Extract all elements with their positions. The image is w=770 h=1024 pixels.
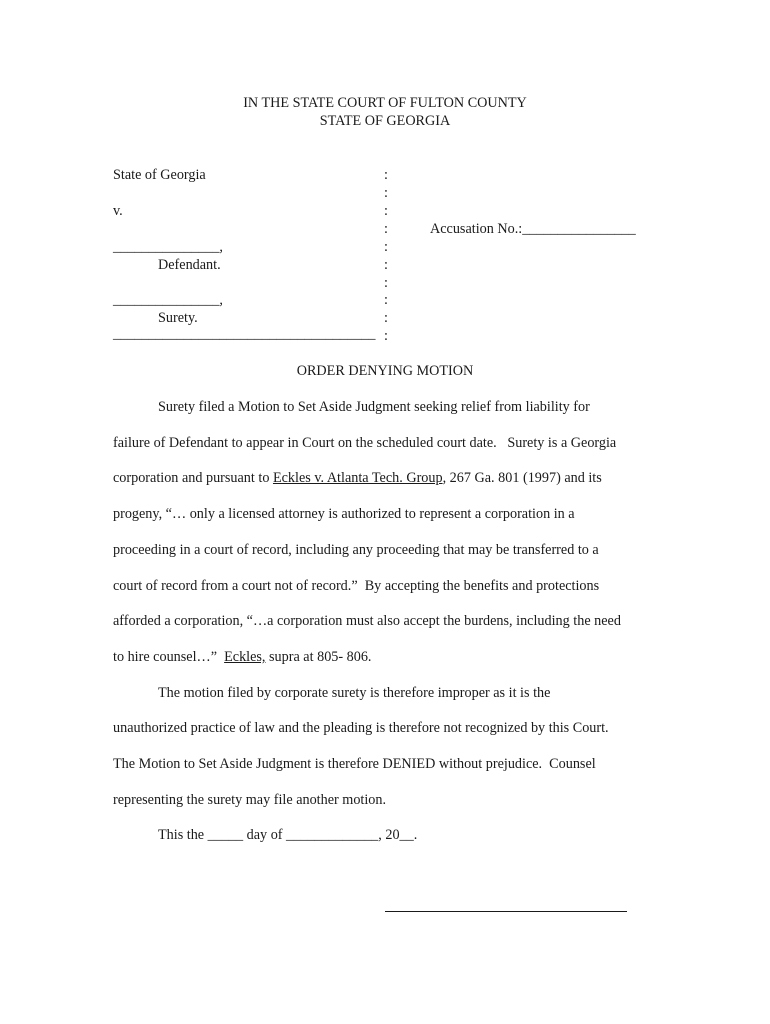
caption-colon: : bbox=[384, 221, 388, 237]
accusation-number: Accusation No.:________________ bbox=[430, 221, 636, 237]
case-citation: Eckles v. Atlanta Tech. Group bbox=[272, 470, 443, 486]
case-citation: Eckles, bbox=[224, 649, 266, 665]
caption-colon: : bbox=[384, 328, 388, 344]
caption-colon: : bbox=[384, 239, 388, 255]
body-text: , 267 Ga. 801 (1997) and its bbox=[442, 470, 602, 486]
caption-versus: v. bbox=[113, 203, 123, 219]
caption-colon: : bbox=[384, 275, 388, 291]
body-line bbox=[113, 650, 371, 664]
signature-line[interactable] bbox=[385, 911, 627, 912]
caption-colon: : bbox=[384, 292, 388, 308]
body-line: The motion filed by corporate surety is therefore improper as it is the bbox=[158, 685, 551, 701]
caption-colon: : bbox=[384, 203, 388, 219]
caption-colon: : bbox=[384, 310, 388, 326]
body-line: unauthorized practice of law and the pleading is therefore not recognized by this Court. bbox=[113, 720, 609, 736]
body-line: proceeding in a court of record, including any proceeding that may be transferred to a bbox=[113, 542, 599, 558]
body-text: supra at 805- 806. bbox=[265, 649, 372, 665]
body-line: Surety filed a Motion to Set Aside Judgment seeking relief from liability for bbox=[158, 399, 590, 415]
body-line: court of record from a court not of record.” By accepting the benefits and protections bbox=[113, 578, 600, 594]
body-text: to hire counsel…” bbox=[113, 649, 225, 665]
date-line: This the _____ day of _____________, 20__. bbox=[158, 827, 418, 843]
caption-colon: : bbox=[384, 257, 388, 273]
body-line: progeny, “… only a licensed attorney is authorized to represent a corporation in a bbox=[113, 506, 575, 522]
body-line: failure of Defendant to appear in Court on the scheduled court date. Surety is a Georgia bbox=[113, 435, 617, 451]
body-line bbox=[113, 471, 602, 485]
caption-surety-label: Surety. bbox=[158, 310, 198, 326]
caption-surety-blank: _______________, bbox=[113, 292, 223, 308]
body-text: corporation and pursuant to bbox=[113, 470, 273, 486]
caption-defendant-label: Defendant. bbox=[158, 257, 221, 273]
caption-defendant-blank: _______________, bbox=[113, 239, 223, 255]
body-line: The Motion to Set Aside Judgment is therefore DENIED without prejudice. Counsel bbox=[113, 756, 596, 772]
court-heading: IN THE STATE COURT OF FULTON COUNTY bbox=[243, 95, 527, 111]
body-line: representing the surety may file another motion. bbox=[113, 792, 387, 808]
order-title: ORDER DENYING MOTION bbox=[296, 363, 474, 379]
caption-colon: : bbox=[384, 167, 388, 183]
caption-bottom-rule: _____________________________________ bbox=[113, 326, 376, 342]
state-heading: STATE OF GEORGIA bbox=[319, 113, 451, 129]
caption-plaintiff: State of Georgia bbox=[113, 167, 206, 183]
caption-colon: : bbox=[384, 185, 388, 201]
body-line: afforded a corporation, “…a corporation must also accept the burdens, including the need bbox=[113, 613, 621, 629]
